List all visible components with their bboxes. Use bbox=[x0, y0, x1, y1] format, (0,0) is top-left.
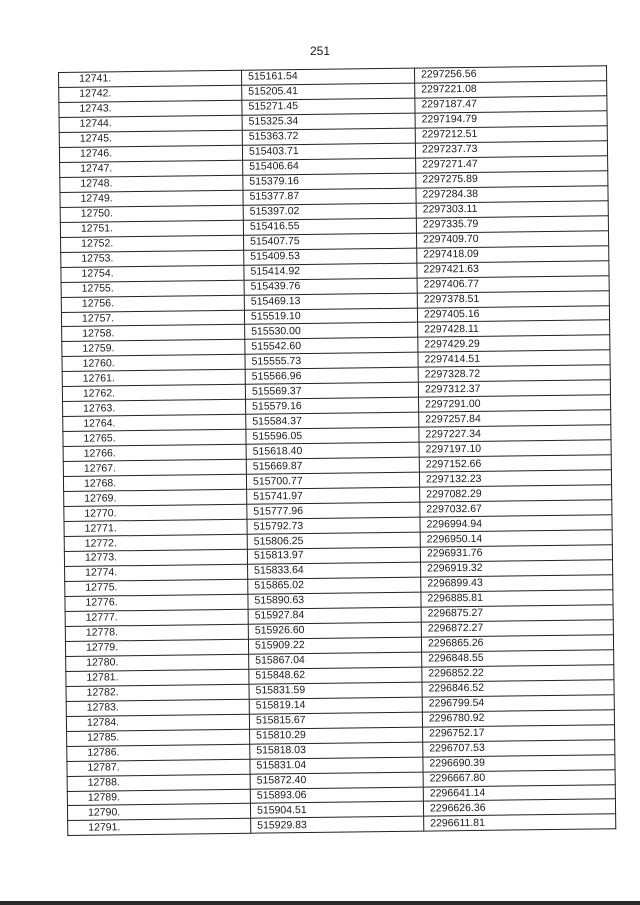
northing-cell: 2296950.14 bbox=[420, 530, 612, 547]
scan-bottom-edge bbox=[0, 901, 640, 905]
easting-cell: 515806.25 bbox=[247, 532, 420, 549]
easting-cell: 515819.14 bbox=[249, 697, 422, 714]
point-number-cell: 12770. bbox=[64, 504, 247, 521]
point-number-cell: 12786. bbox=[67, 744, 250, 761]
northing-cell: 2297152.66 bbox=[419, 455, 611, 472]
northing-cell: 2297082.29 bbox=[420, 485, 612, 502]
point-number-cell: 12758. bbox=[62, 325, 245, 342]
point-number-cell: 12778. bbox=[65, 624, 248, 641]
point-number-cell: 12748. bbox=[60, 175, 243, 192]
northing-cell: 2296919.32 bbox=[421, 560, 613, 577]
easting-cell: 515618.40 bbox=[246, 442, 419, 459]
point-number-cell: 12754. bbox=[61, 265, 244, 282]
point-number-cell: 12753. bbox=[61, 250, 244, 267]
point-number-cell: 12757. bbox=[61, 310, 244, 327]
easting-cell: 515379.16 bbox=[243, 173, 416, 190]
northing-cell: 2297312.37 bbox=[418, 380, 610, 397]
easting-cell: 515542.60 bbox=[245, 338, 418, 355]
northing-cell: 2296846.52 bbox=[422, 679, 614, 696]
easting-cell: 515810.29 bbox=[250, 727, 423, 744]
point-number-cell: 12749. bbox=[60, 190, 243, 207]
point-number-cell: 12747. bbox=[60, 160, 243, 177]
easting-cell: 515397.02 bbox=[243, 203, 416, 220]
easting-cell: 515890.63 bbox=[248, 592, 421, 609]
northing-cell: 2297291.00 bbox=[419, 395, 611, 412]
easting-cell: 515893.06 bbox=[250, 787, 423, 804]
northing-cell: 2297414.51 bbox=[418, 350, 610, 367]
coordinate-table-wrapper bbox=[58, 66, 580, 837]
northing-cell: 2296707.53 bbox=[423, 739, 615, 756]
northing-cell: 2296875.27 bbox=[421, 605, 613, 622]
easting-cell: 515813.97 bbox=[247, 547, 420, 564]
point-number-cell: 12765. bbox=[63, 429, 246, 446]
easting-cell: 515530.00 bbox=[245, 323, 418, 340]
point-number-cell: 12762. bbox=[62, 385, 245, 402]
point-number-cell: 12774. bbox=[65, 564, 248, 581]
point-number-cell: 12751. bbox=[60, 220, 243, 237]
point-number-cell: 12764. bbox=[63, 415, 246, 432]
northing-cell: 2297428.11 bbox=[418, 320, 610, 337]
northing-cell: 2297257.84 bbox=[419, 410, 611, 427]
northing-cell: 2296641.14 bbox=[423, 784, 615, 801]
easting-cell: 515569.37 bbox=[245, 382, 418, 399]
easting-cell: 515669.87 bbox=[246, 457, 419, 474]
easting-cell: 515929.83 bbox=[251, 817, 424, 834]
point-number-cell: 12780. bbox=[66, 654, 249, 671]
easting-cell: 515596.05 bbox=[246, 427, 419, 444]
easting-cell: 515519.10 bbox=[244, 308, 417, 325]
northing-cell: 2296899.43 bbox=[421, 575, 613, 592]
easting-cell: 515205.41 bbox=[242, 83, 415, 100]
easting-cell: 515439.76 bbox=[244, 278, 417, 295]
northing-cell: 2297237.73 bbox=[415, 141, 607, 158]
northing-cell: 2297335.79 bbox=[416, 215, 608, 232]
northing-cell: 2297032.67 bbox=[420, 500, 612, 517]
point-number-cell: 12744. bbox=[59, 115, 242, 132]
easting-cell: 515161.54 bbox=[241, 68, 414, 85]
easting-cell: 515831.04 bbox=[250, 757, 423, 774]
point-number-cell: 12759. bbox=[62, 340, 245, 357]
page-number: 251 bbox=[309, 44, 331, 58]
easting-cell: 515566.96 bbox=[245, 367, 418, 384]
northing-cell: 2297212.51 bbox=[415, 126, 607, 143]
point-number-cell: 12750. bbox=[60, 205, 243, 222]
northing-cell: 2297418.09 bbox=[417, 245, 609, 262]
northing-cell: 2297271.47 bbox=[416, 156, 608, 173]
northing-cell: 2297132.23 bbox=[419, 470, 611, 487]
point-number-cell: 12791. bbox=[68, 819, 251, 836]
northing-cell: 2296799.54 bbox=[422, 694, 614, 711]
easting-cell: 515815.67 bbox=[249, 712, 422, 729]
point-number-cell: 12783. bbox=[66, 699, 249, 716]
easting-cell: 515904.51 bbox=[250, 802, 423, 819]
easting-cell: 515792.73 bbox=[247, 517, 420, 534]
point-number-cell: 12767. bbox=[63, 459, 246, 476]
northing-cell: 2297221.08 bbox=[415, 81, 607, 98]
easting-cell: 515865.02 bbox=[248, 577, 421, 594]
point-number-cell: 12788. bbox=[67, 774, 250, 791]
easting-cell: 515848.62 bbox=[249, 667, 422, 684]
northing-cell: 2296780.92 bbox=[422, 709, 614, 726]
point-number-cell: 12768. bbox=[63, 474, 246, 491]
point-number-cell: 12756. bbox=[61, 295, 244, 312]
easting-cell: 515818.03 bbox=[250, 742, 423, 759]
northing-cell: 2296667.80 bbox=[423, 769, 615, 786]
point-number-cell: 12784. bbox=[66, 714, 249, 731]
point-number-cell: 12790. bbox=[67, 804, 250, 821]
easting-cell: 515579.16 bbox=[246, 397, 419, 414]
easting-cell: 515700.77 bbox=[246, 472, 419, 489]
coordinate-table-body bbox=[59, 66, 616, 836]
point-number-cell: 12743. bbox=[59, 100, 242, 117]
easting-cell: 515325.34 bbox=[242, 113, 415, 130]
northing-cell: 2297405.16 bbox=[417, 305, 609, 322]
point-number-cell: 12771. bbox=[64, 519, 247, 536]
easting-cell: 515271.45 bbox=[242, 98, 415, 115]
coordinate-table bbox=[58, 65, 616, 836]
northing-cell: 2297406.77 bbox=[417, 275, 609, 292]
point-number-cell: 12745. bbox=[59, 130, 242, 147]
easting-cell: 515469.13 bbox=[244, 293, 417, 310]
point-number-cell: 12787. bbox=[67, 759, 250, 776]
point-number-cell: 12777. bbox=[65, 609, 248, 626]
northing-cell: 2296994.94 bbox=[420, 515, 612, 532]
northing-cell: 2296690.39 bbox=[423, 754, 615, 771]
northing-cell: 2296752.17 bbox=[423, 724, 615, 741]
easting-cell: 515409.53 bbox=[244, 248, 417, 265]
easting-cell: 515872.40 bbox=[250, 772, 423, 789]
easting-cell: 515926.60 bbox=[248, 622, 421, 639]
point-number-cell: 12742. bbox=[59, 85, 242, 102]
point-number-cell: 12752. bbox=[61, 235, 244, 252]
point-number-cell: 12761. bbox=[62, 370, 245, 387]
easting-cell: 515777.96 bbox=[247, 502, 420, 519]
point-number-cell: 12781. bbox=[66, 669, 249, 686]
northing-cell: 2297197.10 bbox=[419, 440, 611, 457]
northing-cell: 2297378.51 bbox=[417, 290, 609, 307]
northing-cell: 2296848.55 bbox=[422, 650, 614, 667]
easting-cell: 515741.97 bbox=[247, 487, 420, 504]
easting-cell: 515867.04 bbox=[249, 652, 422, 669]
point-number-cell: 12769. bbox=[64, 489, 247, 506]
point-number-cell: 12772. bbox=[64, 534, 247, 551]
northing-cell: 2296611.81 bbox=[424, 814, 616, 831]
easting-cell: 515833.64 bbox=[248, 562, 421, 579]
point-number-cell: 12741. bbox=[59, 70, 242, 87]
point-number-cell: 12766. bbox=[63, 444, 246, 461]
point-number-cell: 12775. bbox=[65, 579, 248, 596]
point-number-cell: 12776. bbox=[65, 594, 248, 611]
northing-cell: 2297421.63 bbox=[417, 260, 609, 277]
point-number-cell: 12755. bbox=[61, 280, 244, 297]
point-number-cell: 12746. bbox=[59, 145, 242, 162]
point-number-cell: 12773. bbox=[64, 549, 247, 566]
point-number-cell: 12789. bbox=[67, 789, 250, 806]
northing-cell: 2297284.38 bbox=[416, 186, 608, 203]
easting-cell: 515406.64 bbox=[243, 158, 416, 175]
easting-cell: 515584.37 bbox=[246, 412, 419, 429]
point-number-cell: 12779. bbox=[65, 639, 248, 656]
northing-cell: 2296626.36 bbox=[423, 799, 615, 816]
northing-cell: 2297256.56 bbox=[414, 66, 606, 83]
point-number-cell: 12760. bbox=[62, 355, 245, 372]
easting-cell: 515377.87 bbox=[243, 188, 416, 205]
easting-cell: 515414.92 bbox=[244, 263, 417, 280]
point-number-cell: 12763. bbox=[63, 400, 246, 417]
northing-cell: 2297275.89 bbox=[416, 171, 608, 188]
northing-cell: 2297187.47 bbox=[415, 96, 607, 113]
northing-cell: 2296885.81 bbox=[421, 590, 613, 607]
northing-cell: 2296872.27 bbox=[421, 620, 613, 637]
easting-cell: 515363.72 bbox=[242, 128, 415, 145]
northing-cell: 2297429.29 bbox=[418, 335, 610, 352]
easting-cell: 515416.55 bbox=[243, 218, 416, 235]
northing-cell: 2297303.11 bbox=[416, 201, 608, 218]
easting-cell: 515927.84 bbox=[248, 607, 421, 624]
easting-cell: 515555.73 bbox=[245, 353, 418, 370]
point-number-cell: 12782. bbox=[66, 684, 249, 701]
northing-cell: 2296852.22 bbox=[422, 665, 614, 682]
easting-cell: 515831.59 bbox=[249, 682, 422, 699]
northing-cell: 2297227.34 bbox=[419, 425, 611, 442]
point-number-cell: 12785. bbox=[67, 729, 250, 746]
northing-cell: 2297328.72 bbox=[418, 365, 610, 382]
easting-cell: 515403.71 bbox=[242, 143, 415, 160]
northing-cell: 2297409.70 bbox=[416, 230, 608, 247]
easting-cell: 515909.22 bbox=[248, 637, 421, 654]
northing-cell: 2296931.76 bbox=[420, 545, 612, 562]
easting-cell: 515407.75 bbox=[244, 233, 417, 250]
northing-cell: 2297194.79 bbox=[415, 111, 607, 128]
northing-cell: 2296865.26 bbox=[421, 635, 613, 652]
